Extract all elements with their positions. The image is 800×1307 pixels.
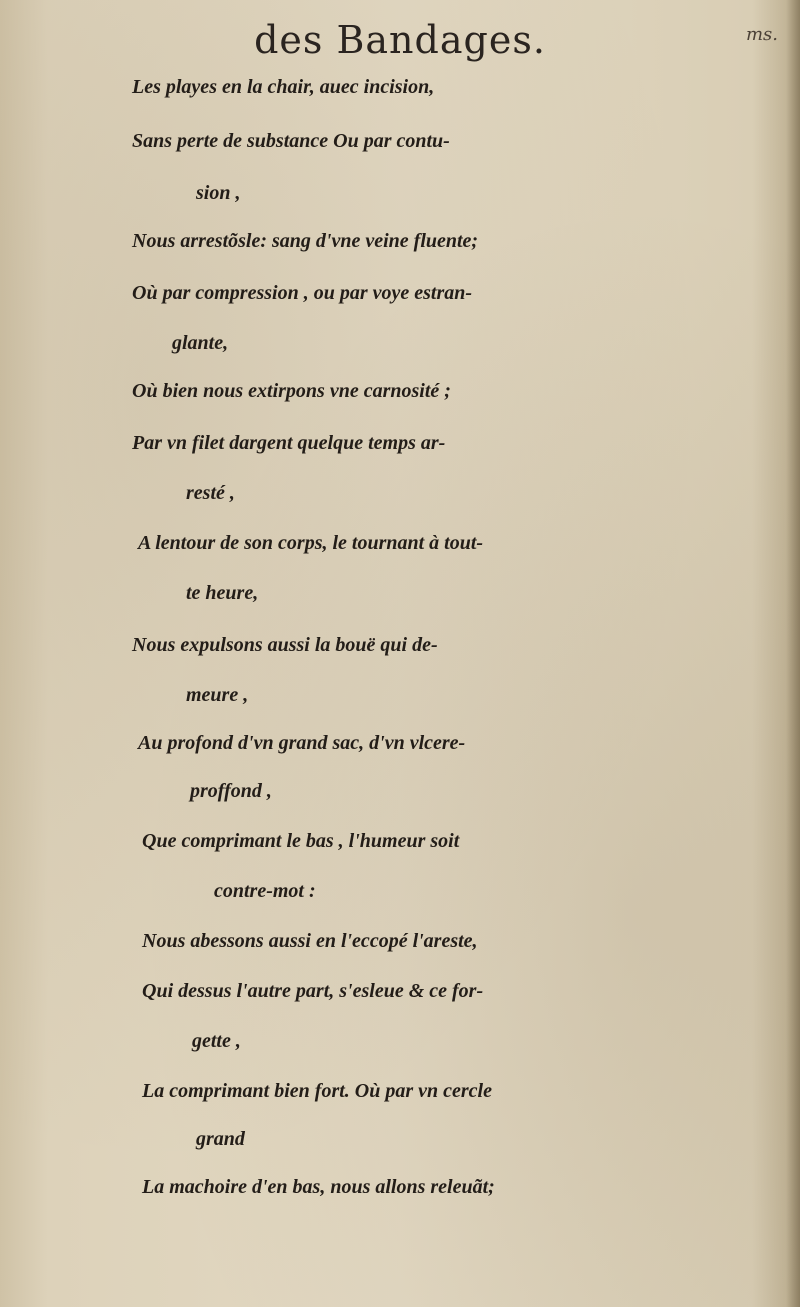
text-line: gette ,: [192, 1030, 241, 1052]
text-line: Les playes en la chair, auec incision,: [132, 76, 435, 98]
text-line: Nous expulsons aussi la bouë qui de-: [132, 634, 438, 656]
text-line: Par vn filet dargent quelque temps ar-: [132, 432, 446, 454]
text-line: Où par compression , ou par voye estran-: [132, 282, 473, 304]
folio-mark: ms.: [745, 24, 778, 45]
text-line: sion ,: [196, 182, 241, 204]
running-head: des Bandages.: [254, 18, 546, 62]
text-line: meure ,: [186, 684, 249, 706]
text-line: resté ,: [186, 482, 235, 504]
text-line: Où bien nous extirpons vne carnosité ;: [132, 380, 451, 402]
text-line: proffond ,: [190, 780, 272, 802]
text-line: contre-mot :: [214, 880, 316, 902]
text-line: Au profond d'vn grand sac, d'vn vlcere-: [138, 732, 466, 754]
text-line: Que comprimant le bas , l'humeur soit: [142, 830, 460, 852]
text-line: Sans perte de substance Ou par contu-: [132, 130, 450, 152]
text-line: A lentour de son corps, le tournant à tout-: [138, 532, 484, 554]
text-line: Nous abessons aussi en l'eccopé l'areste,: [142, 930, 478, 952]
text-line: Qui dessus l'autre part, s'esleue & ce for-: [142, 980, 484, 1002]
text-line: te heure,: [186, 582, 259, 604]
text-line: La machoire d'en bas, nous allons releuãt;: [142, 1176, 495, 1198]
text-line: glante,: [172, 332, 229, 354]
text-line: grand: [196, 1128, 245, 1150]
text-line: La comprimant bien fort. Où par vn cercle: [142, 1080, 492, 1102]
text-line: Nous arrestõsle: sang d'vne veine fluente;: [132, 230, 479, 252]
